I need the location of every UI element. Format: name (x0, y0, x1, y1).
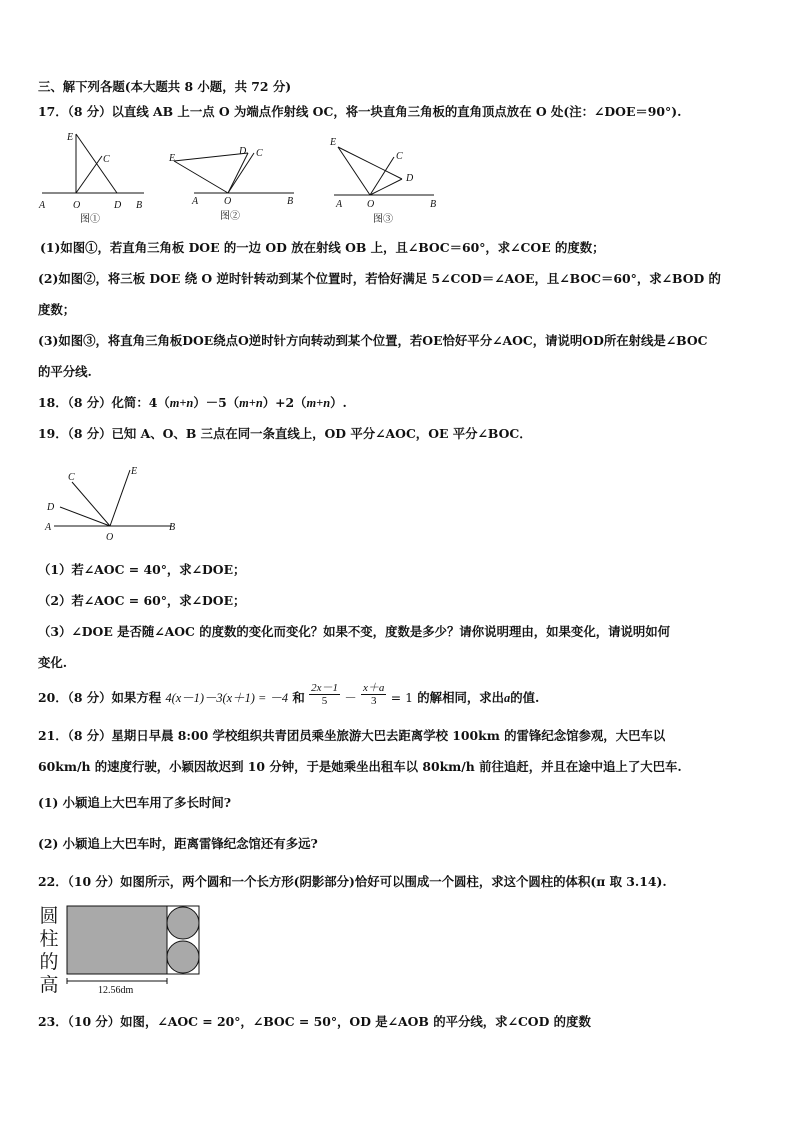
q20-fraction-1: $\frac{2x-1}{5}$ (311, 682, 338, 707)
q17-part2-line2: 度数； (38, 302, 76, 317)
q21-part1: (1) 小颖追上大巴车用了多长时间? (38, 795, 231, 810)
q19-label-O: O (106, 532, 114, 543)
q22-side-label-4: 高 (39, 974, 59, 996)
q19-label-C: C (68, 472, 75, 483)
fig2-label-C: C (256, 148, 263, 159)
q17-part2-line1: (2)如图②，将三板 DOE 绕 O 逆时针转动到某个位置时，若恰好满足 5∠COD＝∠AOE，且∠BOC＝60°，求∠BOD 的 (38, 271, 721, 286)
q17-stem: 17．（8 分）以直线 AB 上一点 O 为端点作射线 OC，将一块直角三角板的直角顶点放在 O 处(注：∠DOE＝90°). (38, 104, 682, 119)
fig3-label-E: E (330, 137, 337, 148)
q21-line2: 60km/h 的速度行驶，小颖因故迟到 10 分钟，于是她乘坐出租车以 80km/h 前往追赶，并且在途中追上了大巴车. (38, 759, 682, 774)
q19-label-A: A (45, 522, 52, 533)
q19-stem: 19．（8 分）已知 A、O、B 三点在同一条直线上，OD 平分∠AOC，OE 平分∠BOC． (38, 426, 532, 441)
q17-part3-line2: 的平分线. (38, 364, 92, 379)
fig3-caption: 图③ (373, 214, 393, 225)
q17-part3-line1: (3)如图③，将直角三角板DOE绕点O逆时针方向转动到某个位置，若OE恰好平分∠AOC，请说明OD所在射线是∠BOC (38, 333, 708, 348)
q23-stem: 23．（10 分）如图，∠AOC = 20°，∠BOC = 50°，OD 是∠AOB 的平分线，求∠COD 的度数 (38, 1014, 591, 1029)
q19-label-D: D (47, 502, 55, 513)
fig3-label-B: B (430, 199, 437, 210)
q19-figure (42, 460, 182, 546)
fig2-label-E: E (169, 153, 176, 164)
q17-part1: (1)如图①，若直角三角板 DOE 的一边 OD 放在射线 OB 上，且∠BOC＝60°，求∠COE 的度数； (40, 240, 605, 255)
fig1-label-O: O (73, 200, 81, 211)
section-title: 三、解下列各题(本大题共 8 小题，共 72 分) (38, 79, 292, 94)
q19-part2: （2）若∠AOC = 60°，求∠DOE； (38, 593, 246, 608)
q22-stem: 22．（10 分）如图所示，两个圆和一个长方形(阴影部分)恰好可以围成一个圆柱，求这个圆柱的体积(π 取 3.14). (38, 874, 667, 889)
q22-side-label-2: 柱 (39, 928, 59, 950)
q19-part3-line1: （3）∠DOE 是否随∠AOC 的度数的变化而变化？如果不变，度数是多少？请你说明理由，如果变化，请说明如何 (38, 624, 671, 639)
q22-side-label-3: 的 (39, 951, 59, 973)
q22-side-label-1: 圆 (39, 905, 59, 927)
fig2-label-D: D (239, 146, 247, 157)
q19-part3-line2: 变化. (38, 655, 68, 670)
q21-part2: (2) 小颖追上大巴车时，距离雷锋纪念馆还有多远? (38, 836, 318, 851)
q17-figure-1 (36, 128, 158, 228)
fig3-label-O: O (367, 199, 375, 210)
fig1-label-C: C (103, 154, 110, 165)
q17-figure-2 (166, 143, 306, 225)
fig2-label-A: A (192, 196, 199, 207)
q21-line1: 21．（8 分）星期日早晨 8:00 学校组织共青团员乘坐旅游大巴去距离学校 100km 的雷锋纪念馆参观，大巴车以 (38, 728, 666, 743)
fig2-label-O: O (224, 196, 232, 207)
q20-fraction-2: $\frac{x+a}{3}$ (363, 682, 385, 707)
q19-label-B: B (169, 522, 176, 533)
fig1-caption: 图① (80, 214, 100, 225)
fig1-label-B: B (136, 200, 143, 211)
q18-stem: 18．（8 分）化简：4（m+n）－5（m+n）+2（m+n）. (38, 395, 347, 410)
q19-part1: （1）若∠AOC = 40°，求∠DOE； (38, 562, 246, 577)
fig3-label-A: A (336, 199, 343, 210)
fig2-label-B: B (287, 196, 294, 207)
fig1-label-A: A (39, 200, 46, 211)
q20-equation-1: 4(x－1)－3(x＋1) = －4 (165, 691, 289, 705)
q19-label-E: E (131, 466, 138, 477)
fig3-label-C: C (396, 151, 403, 162)
q17-figure-3 (326, 133, 446, 227)
fig2-caption: 图② (220, 211, 240, 222)
q20-stem: 20．（8 分）如果方程 4(x－1)－3(x＋1) = －4 和 $\frac{2x-1}{5}$ － $\frac{x+a}{3}$ = 1 的解相同，求出a的值. (38, 682, 540, 707)
fig1-label-E: E (67, 132, 74, 143)
fig1-label-D: D (114, 200, 122, 211)
q22-diagram (64, 902, 204, 996)
fig3-label-D: D (406, 173, 414, 184)
q22-dim-label: 12.56dm (98, 985, 134, 996)
